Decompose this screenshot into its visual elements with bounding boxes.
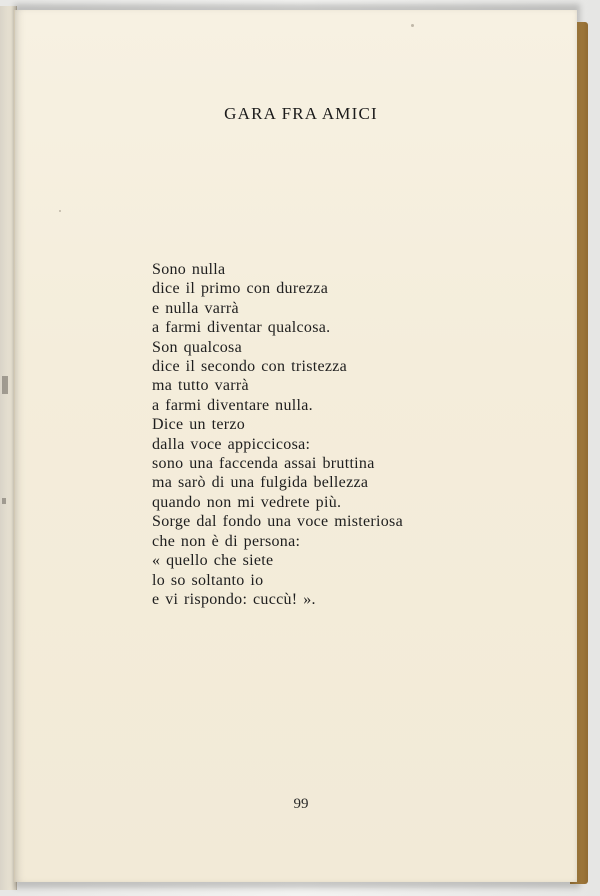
left-page-bleed-mark	[2, 498, 6, 504]
poem-line: ma sarò di una fulgida bellezza	[152, 474, 369, 492]
poem-line: lo so soltanto io	[152, 571, 264, 589]
poem-title: GARA FRA AMICI	[224, 104, 378, 123]
poem-line: a farmi diventare nulla.	[152, 396, 313, 414]
poem-line: Dice un terzo	[152, 416, 246, 434]
paper-speck	[59, 210, 61, 212]
page-number: 99	[293, 796, 309, 812]
poem-line: e nulla varrà	[152, 299, 239, 317]
poem-line: sono una faccenda assai bruttina	[152, 455, 375, 473]
poem-line: dice il primo con durezza	[152, 280, 329, 298]
poem-line: « quello che siete	[152, 552, 274, 570]
left-page-bleed-mark	[2, 376, 8, 394]
poem-line: Son qualcosa	[152, 338, 242, 356]
paper-speck	[411, 24, 414, 27]
poem-line: che non è di persona:	[152, 532, 301, 550]
poem-body	[152, 260, 403, 609]
poem-line: dice il secondo con tristezza	[152, 358, 348, 376]
poem-line: Sorge dal fondo una voce misteriosa	[152, 513, 403, 531]
poem-line: dalla voce appiccicosa:	[152, 435, 311, 453]
poem-line: a farmi diventar qualcosa.	[152, 319, 331, 337]
poem-line: Sono nulla	[152, 261, 226, 278]
poem-line: ma tutto varrà	[152, 377, 249, 395]
book-page	[14, 10, 577, 882]
poem-line: e vi rispondo: cuccù! ».	[152, 590, 316, 608]
poem-line: quando non mi vedrete più.	[152, 493, 342, 511]
